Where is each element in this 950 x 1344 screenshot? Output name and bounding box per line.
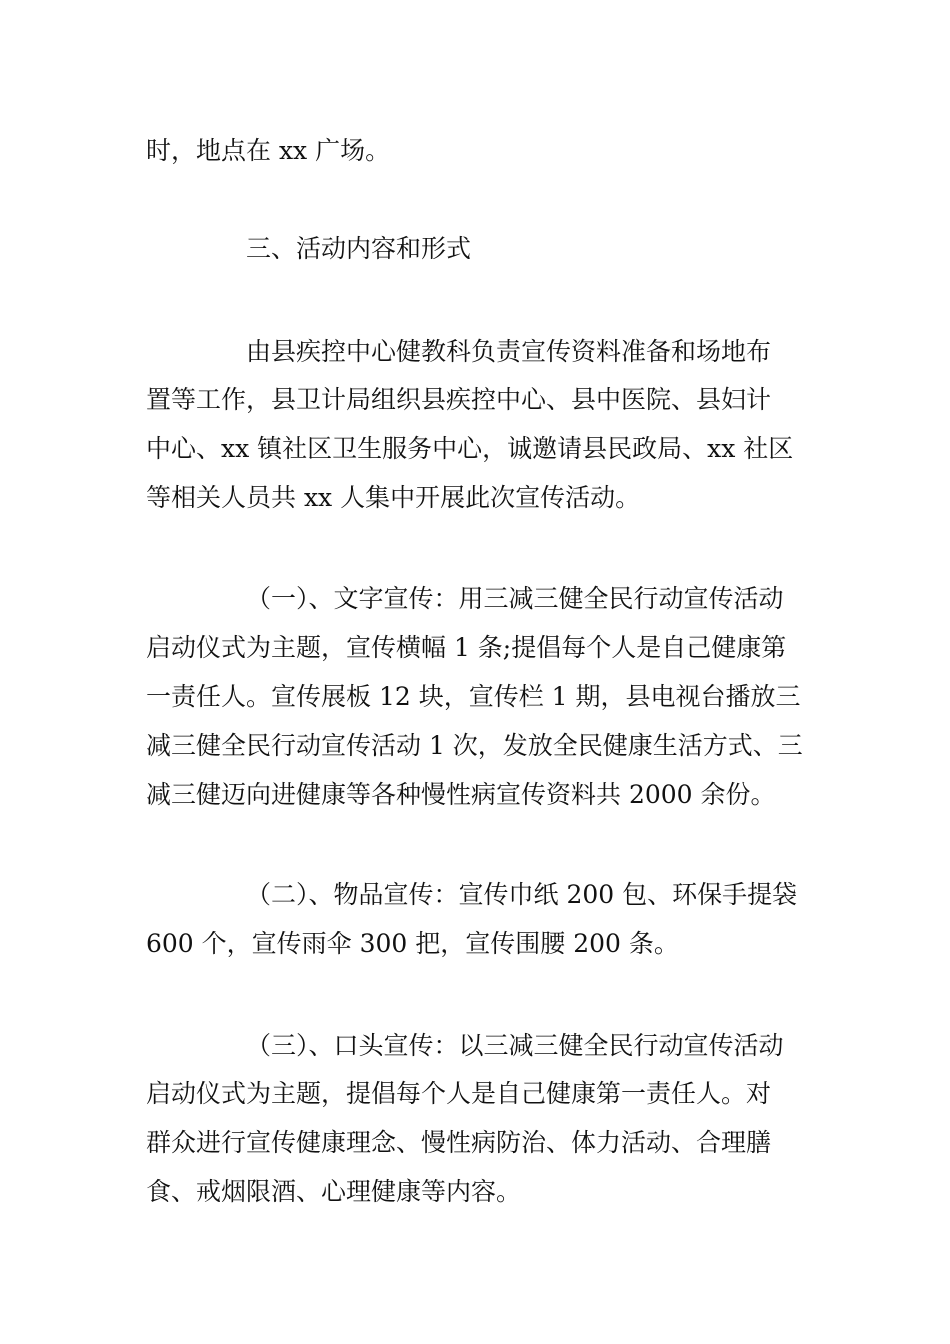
text-line: 中心、xx 镇社区卫生服务中心，诚邀请县民政局、xx 社区 [146,434,794,463]
text-line: （一）、文字宣传：用三减三健全民行动宣传活动 [246,584,784,613]
text-line: 等相关人员共 xx 人集中开展此次宣传活动。 [146,483,641,512]
section-heading: 三、活动内容和形式 [246,234,472,263]
text-line: （三）、口头宣传：以三减三健全民行动宣传活动 [246,1031,784,1060]
text-line: 减三健迈向进健康等各种慢性病宣传资料共 2000 余份。 [146,780,776,809]
text-line: 一责任人。宣传展板 12 块，宣传栏 1 期，县电视台播放三 [146,682,801,711]
text-line: 减三健全民行动宣传活动 1 次，发放全民健康生活方式、三 [146,731,803,760]
text-line: 启动仪式为主题，提倡每个人是自己健康第一责任人。对 [146,1079,772,1108]
text-line: 置等工作，县卫计局组织县疾控中心、县中医院、县妇计 [146,385,772,414]
text-line: 时，地点在 xx 广场。 [146,136,391,165]
text-line: 启动仪式为主题，宣传横幅 1 条;提倡每个人是自己健康第 [146,633,787,662]
text-line: 600 个，宣传雨伞 300 把，宣传围腰 200 条。 [146,929,679,958]
text-line: 食、戒烟限酒、心理健康等内容。 [146,1177,522,1206]
text-line: 群众进行宣传健康理念、慢性病防治、体力活动、合理膳 [146,1128,772,1157]
text-line: 由县疾控中心健教科负责宣传资料准备和场地布 [246,337,772,366]
text-line: （二）、物品宣传：宣传巾纸 200 包、环保手提袋 [246,880,798,909]
